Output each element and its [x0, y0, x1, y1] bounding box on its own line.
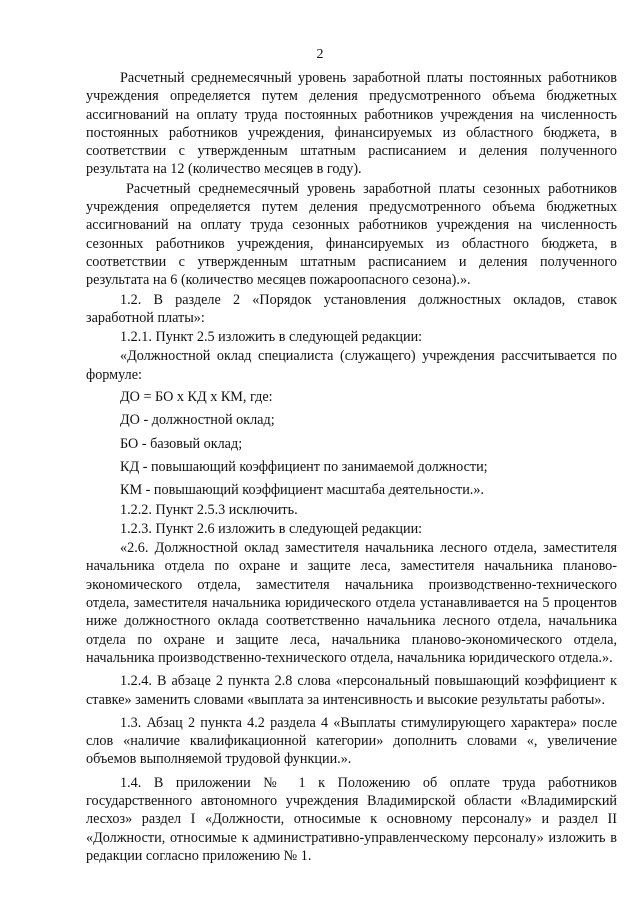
formula-do-definition: ДО - должностной оклад; — [120, 412, 275, 429]
paragraph-1-2-4: 1.2.4. В абзаце 2 пункта 2.8 слова «персональный повышающий коэффициент к ставке» заменить словами «выплата за интенсивность и высокие результаты работы». — [86, 673, 617, 708]
paragraph-permanent-staff-salary: Расчетный среднемесячный уровень заработной платы постоянных работников учреждения определяется путем деления предусмотренного объема бюджетных ассигнований на оплату труда постоянных работников учреждения на численность постоянных работников учреждения, финансируемых из областного бюджета, в соответствии с утвержденным штатным расписанием и деления полученного результата на 12 (количество месяцев в году). — [86, 70, 617, 178]
paragraph-1-4: 1.4. В приложении № 1 к Положению об оплате труда работников государственного автономного учреждения Владимирской области «Владимирский лесхоз» раздел I «Должности, относимые к основному персоналу» и раздел II «Должности, относимые к административно-управленческому персоналу» изложить в редакции согласно приложению № 1. — [86, 774, 617, 864]
page-number: 2 — [316, 47, 324, 62]
formula-main: ДО = БО х КД х КМ, где: — [120, 389, 273, 406]
formula-bo-definition: БО - базовый оклад; — [120, 435, 243, 452]
paragraph-1-3: 1.3. Абзац 2 пункта 4.2 раздела 4 «Выплаты стимулирующего характера» после слов «наличие квалификационной категории» дополнить словами «, увеличение объемов выполняемой трудовой функции.». — [86, 714, 617, 768]
paragraph-1-2-3: 1.2.3. Пункт 2.6 изложить в следующей редакции: — [120, 520, 423, 537]
formula-km-definition: КМ - повышающий коэффициент масштаба деятельности.». — [120, 482, 484, 499]
paragraph-2-6-text: «2.6. Должностной оклад заместителя начальника лесного отдела, заместителя начальника отдела по охране и защите леса, заместителя начальника планово-экономического отдела, заместителя начальника производственно-технического отдела, заместителя начальника юридического отдела устанавливается на 5 процентов ниже должностного оклада соответственно начальника лесного отдела, начальника отдела по охране и защите леса, начальника планово-экономического отдела, начальника производственно-технического отдела, начальника юридического отдела.». — [86, 540, 617, 666]
paragraph-section-2-heading: 1.2. В разделе 2 «Порядок установления должностных окладов, ставок заработной платы»: — [86, 291, 617, 326]
document-body — [86, 69, 617, 865]
paragraph-seasonal-staff-salary: Расчетный среднемесячный уровень заработной платы сезонных работников учреждения определяется путем деления предусмотренного объема бюджетных ассигнований на оплату труда сезонных работников учреждения на численность сезонных работников учреждения, финансируемых из областного бюджета, в соответствии с утвержденным штатным расписанием и деления полученного результата на 6 (количество месяцев пожароопасного сезона).». — [86, 180, 617, 289]
paragraph-1-2-2: 1.2.2. Пункт 2.5.3 исключить. — [120, 501, 298, 518]
paragraph-1-2-1: 1.2.1. Пункт 2.5 изложить в следующей редакции: — [120, 329, 423, 346]
paragraph-formula-intro: «Должностной оклад специалиста (служащего) учреждения рассчитывается по формуле: — [86, 348, 617, 383]
formula-kd-definition: КД - повышающий коэффициент по занимаемой должности; — [120, 458, 488, 475]
